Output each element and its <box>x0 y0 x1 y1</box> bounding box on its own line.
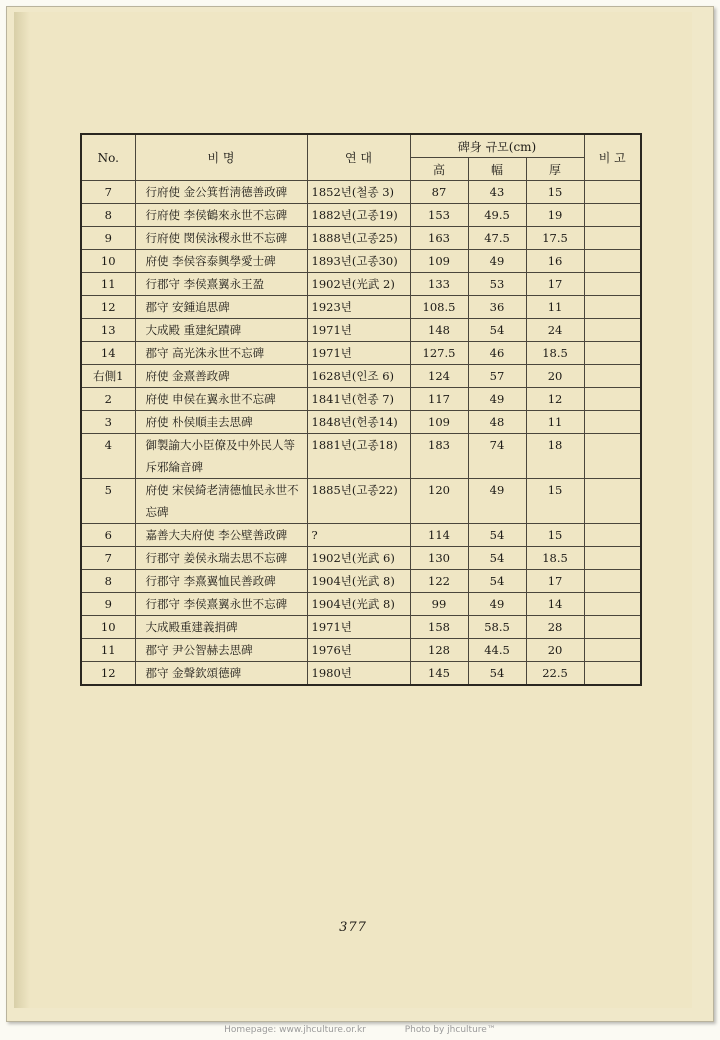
row-height: 127.5 <box>410 342 468 365</box>
row-width: 49 <box>468 250 526 273</box>
row-date: 1902년(光武 6) <box>307 547 410 570</box>
row-name: 行郡守 李侯熹翼永世不忘碑 <box>135 593 307 616</box>
row-name: 府使 金熹善政碑 <box>135 365 307 388</box>
row-name: 郡守 安鍾追思碑 <box>135 296 307 319</box>
table-row <box>81 479 641 524</box>
row-date: 1628년(인조 6) <box>307 365 410 388</box>
row-no: 9 <box>81 227 135 250</box>
footer-photo-credit: Photo by jhculture™ <box>404 1025 496 1035</box>
header-height: 高 <box>410 158 468 181</box>
header-no: No. <box>81 134 135 181</box>
row-thickness: 15 <box>526 181 584 204</box>
row-name: 府使 宋侯綺老淸德恤民永世不忘碑 <box>135 479 307 524</box>
row-date: 1976년 <box>307 639 410 662</box>
row-width: 46 <box>468 342 526 365</box>
row-thickness: 11 <box>526 411 584 434</box>
row-name: 行府使 李侯鶴來永世不忘碑 <box>135 204 307 227</box>
row-width: 57 <box>468 365 526 388</box>
row-note <box>584 204 641 227</box>
row-no: 3 <box>81 411 135 434</box>
row-note <box>584 296 641 319</box>
row-name: 郡守 高光洙永世不忘碑 <box>135 342 307 365</box>
table-row <box>81 388 641 411</box>
row-note <box>584 662 641 686</box>
row-width: 36 <box>468 296 526 319</box>
row-width: 49 <box>468 388 526 411</box>
row-note <box>584 570 641 593</box>
row-thickness: 20 <box>526 365 584 388</box>
row-date: 1882년(고종19) <box>307 204 410 227</box>
table-row <box>81 319 641 342</box>
row-date: 1841년(헌종 7) <box>307 388 410 411</box>
row-thickness: 14 <box>526 593 584 616</box>
row-date: 1971년 <box>307 616 410 639</box>
row-date: 1885년(고종22) <box>307 479 410 524</box>
row-no: 11 <box>81 639 135 662</box>
row-note <box>584 319 641 342</box>
row-no: 5 <box>81 479 135 524</box>
footer-homepage: Homepage: www.jhculture.or.kr <box>224 1025 366 1035</box>
row-date: 1971년 <box>307 342 410 365</box>
row-note <box>584 524 641 547</box>
row-name: 大成殿重建義捐碑 <box>135 616 307 639</box>
row-name: 行郡守 姜侯永瑞去思不忘碑 <box>135 547 307 570</box>
row-no: 10 <box>81 250 135 273</box>
row-height: 153 <box>410 204 468 227</box>
row-name: 府使 李侯容泰興學愛士碑 <box>135 250 307 273</box>
row-height: 122 <box>410 570 468 593</box>
row-height: 117 <box>410 388 468 411</box>
row-thickness: 16 <box>526 250 584 273</box>
row-no: 2 <box>81 388 135 411</box>
table-row <box>81 365 641 388</box>
row-name: 郡守 金聲欽頌德碑 <box>135 662 307 686</box>
row-height: 99 <box>410 593 468 616</box>
table-row <box>81 250 641 273</box>
row-no: 12 <box>81 296 135 319</box>
row-no: 右側1 <box>81 365 135 388</box>
row-date: 1893년(고종30) <box>307 250 410 273</box>
page-spine-shadow <box>14 12 30 1008</box>
row-name: 御製諭大小臣僚及中外民人等斥邪綸音碑 <box>135 434 307 479</box>
stele-table <box>80 133 642 686</box>
row-no: 13 <box>81 319 135 342</box>
row-name: 行郡守 李熹翼恤民善政碑 <box>135 570 307 593</box>
row-thickness: 15 <box>526 479 584 524</box>
row-no: 10 <box>81 616 135 639</box>
row-height: 145 <box>410 662 468 686</box>
table-row <box>81 273 641 296</box>
row-height: 109 <box>410 411 468 434</box>
row-note <box>584 411 641 434</box>
row-date: 1852년(철종 3) <box>307 181 410 204</box>
row-name: 行府使 金公箕哲淸德善政碑 <box>135 181 307 204</box>
row-date: 1904년(光武 8) <box>307 570 410 593</box>
row-note <box>584 547 641 570</box>
row-note <box>584 388 641 411</box>
table-row <box>81 204 641 227</box>
row-thickness: 19 <box>526 204 584 227</box>
header-date: 연 대 <box>307 134 410 181</box>
row-width: 49 <box>468 479 526 524</box>
row-no: 8 <box>81 204 135 227</box>
row-height: 87 <box>410 181 468 204</box>
row-width: 54 <box>468 319 526 342</box>
row-thickness: 28 <box>526 616 584 639</box>
row-date: 1902년(光武 2) <box>307 273 410 296</box>
header-size: 碑身 규모(cm) <box>410 134 584 158</box>
row-no: 14 <box>81 342 135 365</box>
book-page <box>14 12 692 1008</box>
row-width: 54 <box>468 524 526 547</box>
row-date: 1881년(고종18) <box>307 434 410 479</box>
row-height: 148 <box>410 319 468 342</box>
row-width: 47.5 <box>468 227 526 250</box>
row-width: 54 <box>468 570 526 593</box>
row-no: 11 <box>81 273 135 296</box>
row-note <box>584 479 641 524</box>
table-row <box>81 296 641 319</box>
row-width: 44.5 <box>468 639 526 662</box>
row-thickness: 20 <box>526 639 584 662</box>
row-width: 43 <box>468 181 526 204</box>
watermark-footer <box>0 1025 720 1035</box>
table-row <box>81 547 641 570</box>
row-height: 128 <box>410 639 468 662</box>
row-height: 130 <box>410 547 468 570</box>
row-thickness: 24 <box>526 319 584 342</box>
row-note <box>584 181 641 204</box>
header-note: 비 고 <box>584 134 641 181</box>
row-thickness: 22.5 <box>526 662 584 686</box>
row-thickness: 17.5 <box>526 227 584 250</box>
row-date: 1980년 <box>307 662 410 686</box>
table-row <box>81 342 641 365</box>
row-height: 108.5 <box>410 296 468 319</box>
row-thickness: 17 <box>526 273 584 296</box>
row-height: 120 <box>410 479 468 524</box>
row-width: 49.5 <box>468 204 526 227</box>
row-height: 183 <box>410 434 468 479</box>
row-note <box>584 342 641 365</box>
table-row <box>81 593 641 616</box>
row-name: 大成殿 重建紀蹟碑 <box>135 319 307 342</box>
row-height: 114 <box>410 524 468 547</box>
row-note <box>584 227 641 250</box>
row-name: 郡守 尹公智赫去思碑 <box>135 639 307 662</box>
row-no: 12 <box>81 662 135 686</box>
row-thickness: 17 <box>526 570 584 593</box>
row-width: 54 <box>468 662 526 686</box>
row-width: 48 <box>468 411 526 434</box>
row-name: 府使 申侯在翼永世不忘碑 <box>135 388 307 411</box>
header-thickness: 厚 <box>526 158 584 181</box>
row-note <box>584 616 641 639</box>
row-note <box>584 250 641 273</box>
row-width: 54 <box>468 547 526 570</box>
row-note <box>584 434 641 479</box>
row-date: ? <box>307 524 410 547</box>
row-width: 74 <box>468 434 526 479</box>
row-note <box>584 639 641 662</box>
row-name: 嘉善大夫府使 李公壁善政碑 <box>135 524 307 547</box>
row-thickness: 11 <box>526 296 584 319</box>
row-no: 6 <box>81 524 135 547</box>
row-name: 府使 朴侯順圭去思碑 <box>135 411 307 434</box>
row-thickness: 12 <box>526 388 584 411</box>
table-row <box>81 639 641 662</box>
row-width: 49 <box>468 593 526 616</box>
row-thickness: 18.5 <box>526 342 584 365</box>
row-thickness: 15 <box>526 524 584 547</box>
table-row <box>81 570 641 593</box>
table-row <box>81 434 641 479</box>
row-name: 行郡守 李侯熹翼永王盈 <box>135 273 307 296</box>
table-row <box>81 616 641 639</box>
row-thickness: 18 <box>526 434 584 479</box>
row-date: 1971년 <box>307 319 410 342</box>
row-name: 行府使 閔侯泳稷永世不忘碑 <box>135 227 307 250</box>
row-no: 8 <box>81 570 135 593</box>
header-name: 비 명 <box>135 134 307 181</box>
row-note <box>584 593 641 616</box>
table-body <box>81 181 641 686</box>
row-height: 133 <box>410 273 468 296</box>
row-note <box>584 365 641 388</box>
row-width: 53 <box>468 273 526 296</box>
row-height: 158 <box>410 616 468 639</box>
row-height: 124 <box>410 365 468 388</box>
table-row <box>81 411 641 434</box>
header-row <box>81 134 641 158</box>
table-row <box>81 181 641 204</box>
row-date: 1888년(고종25) <box>307 227 410 250</box>
row-note <box>584 273 641 296</box>
row-no: 7 <box>81 181 135 204</box>
row-no: 7 <box>81 547 135 570</box>
row-width: 58.5 <box>468 616 526 639</box>
row-no: 4 <box>81 434 135 479</box>
row-date: 1904년(光武 8) <box>307 593 410 616</box>
row-thickness: 18.5 <box>526 547 584 570</box>
row-height: 109 <box>410 250 468 273</box>
table-row <box>81 227 641 250</box>
row-date: 1848년(헌종14) <box>307 411 410 434</box>
row-no: 9 <box>81 593 135 616</box>
row-height: 163 <box>410 227 468 250</box>
row-date: 1923년 <box>307 296 410 319</box>
page-number: 377 <box>339 920 367 935</box>
header-width: 幅 <box>468 158 526 181</box>
table-row <box>81 662 641 686</box>
table-row <box>81 524 641 547</box>
